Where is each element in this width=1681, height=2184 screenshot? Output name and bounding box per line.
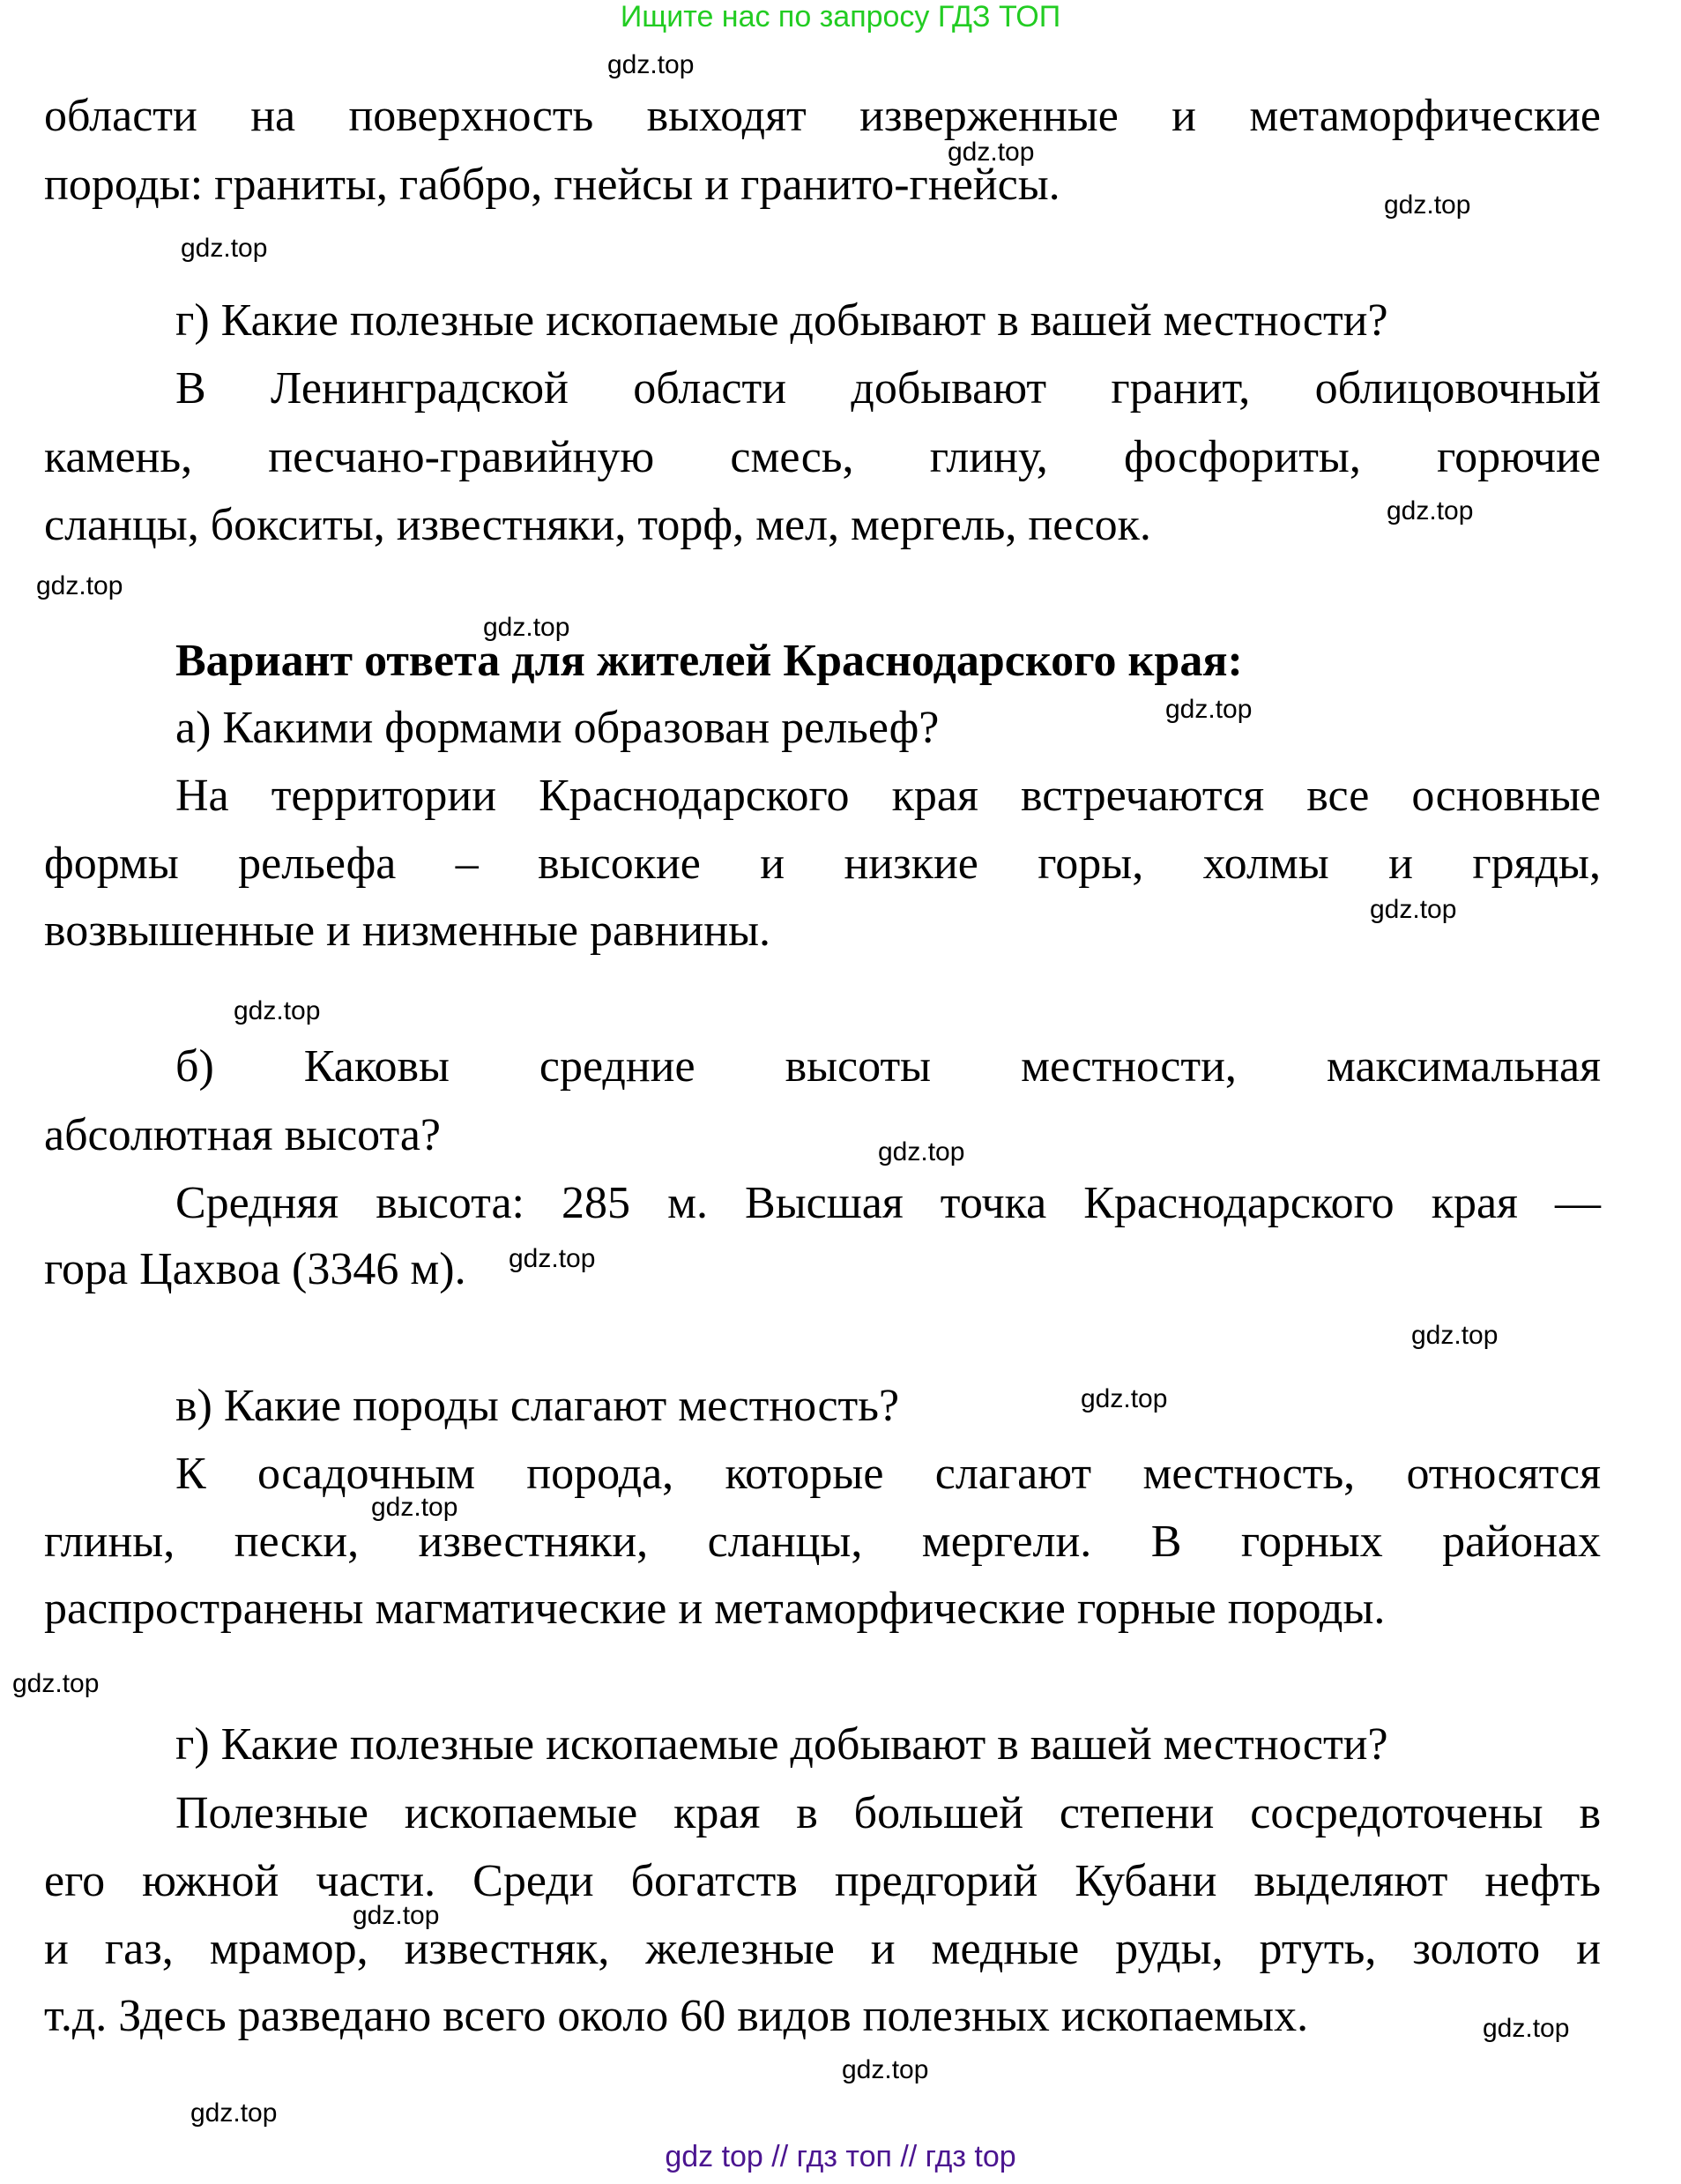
search-hint-header: Ищите нас по запросу ГДЗ ТОП: [620, 0, 1061, 34]
watermark-text: gdz.top: [1483, 2014, 1570, 2043]
text-line: камень, песчано-гравийную смесь, глину, фосфориты, горючие: [44, 432, 1601, 482]
watermark-text: gdz.top: [1411, 1321, 1499, 1350]
text-line: а) Какими формами образован рельеф?: [175, 703, 940, 753]
watermark-text: gdz.top: [1387, 496, 1474, 526]
text-line: г) Какие полезные ископаемые добывают в вашей местности?: [175, 1719, 1388, 1770]
text-line: гора Цахвоа (3346 м).: [44, 1244, 466, 1294]
watermark-text: gdz.top: [371, 1493, 458, 1522]
text-line: г) Какие полезные ископаемые добывают в вашей местности?: [175, 295, 1388, 346]
watermark-text: gdz.top: [36, 571, 123, 600]
watermark-text: gdz.top: [509, 1244, 596, 1273]
watermark-text: gdz.top: [1370, 895, 1457, 924]
footer-links[interactable]: gdz top // гдз топ // гдз top: [665, 2140, 1016, 2173]
text-line: т.д. Здесь разведано всего около 60 видов полезных ископаемых.: [44, 1991, 1309, 2041]
text-line: глины, пески, известняки, сланцы, мергели. В горных районах: [44, 1517, 1601, 1567]
watermark-text: gdz.top: [1384, 190, 1471, 220]
text-line: б) Каковы средние высоты местности, максимальная: [175, 1041, 1601, 1092]
text-line: распространены магматические и метаморфические горные породы.: [44, 1584, 1386, 1634]
watermark-text: gdz.top: [483, 613, 570, 642]
text-line: Полезные ископаемые края в большей степени сосредоточены в: [175, 1788, 1601, 1838]
watermark-text: gdz.top: [234, 996, 321, 1025]
watermark-text: gdz.top: [607, 50, 695, 79]
watermark-text: gdz.top: [353, 1901, 440, 1930]
section-heading: Вариант ответа для жителей Краснодарского края:: [175, 636, 1243, 686]
watermark-text: gdz.top: [190, 2098, 278, 2128]
text-line: возвышенные и низменные равнины.: [44, 906, 771, 956]
text-line: абсолютная высота?: [44, 1110, 441, 1160]
text-line: в) Какие породы слагают местность?: [175, 1381, 900, 1431]
watermark-text: gdz.top: [878, 1137, 965, 1167]
text-line: формы рельефа – высокие и низкие горы, холмы и гряды,: [44, 839, 1601, 889]
text-line: его южной части. Среди богатств предгорий Кубани выделяют нефть: [44, 1856, 1601, 1906]
watermark-text: gdz.top: [1165, 695, 1253, 724]
text-line: области на поверхность выходят изверженные и метаморфические: [44, 91, 1601, 141]
text-line: На территории Краснодарского края встречаются все основные: [175, 771, 1601, 821]
watermark-text: gdz.top: [12, 1669, 100, 1698]
watermark-text: gdz.top: [842, 2055, 929, 2084]
watermark-text: gdz.top: [181, 234, 268, 263]
text-line: породы: граниты, габбро, гнейсы и гранито-гнейсы.: [44, 160, 1060, 210]
text-line: Средняя высота: 285 м. Высшая точка Краснодарского края —: [175, 1178, 1601, 1228]
text-line: К осадочным порода, которые слагают местность, относятся: [175, 1449, 1601, 1499]
watermark-text: gdz.top: [1081, 1384, 1168, 1413]
watermark-text: gdz.top: [948, 138, 1035, 167]
text-line: сланцы, бокситы, известняки, торф, мел, мергель, песок.: [44, 500, 1151, 550]
text-line: и газ, мрамор, известняк, железные и медные руды, ртуть, золото и: [44, 1924, 1601, 1974]
text-line: В Ленинградской области добывают гранит, облицовочный: [175, 363, 1601, 414]
